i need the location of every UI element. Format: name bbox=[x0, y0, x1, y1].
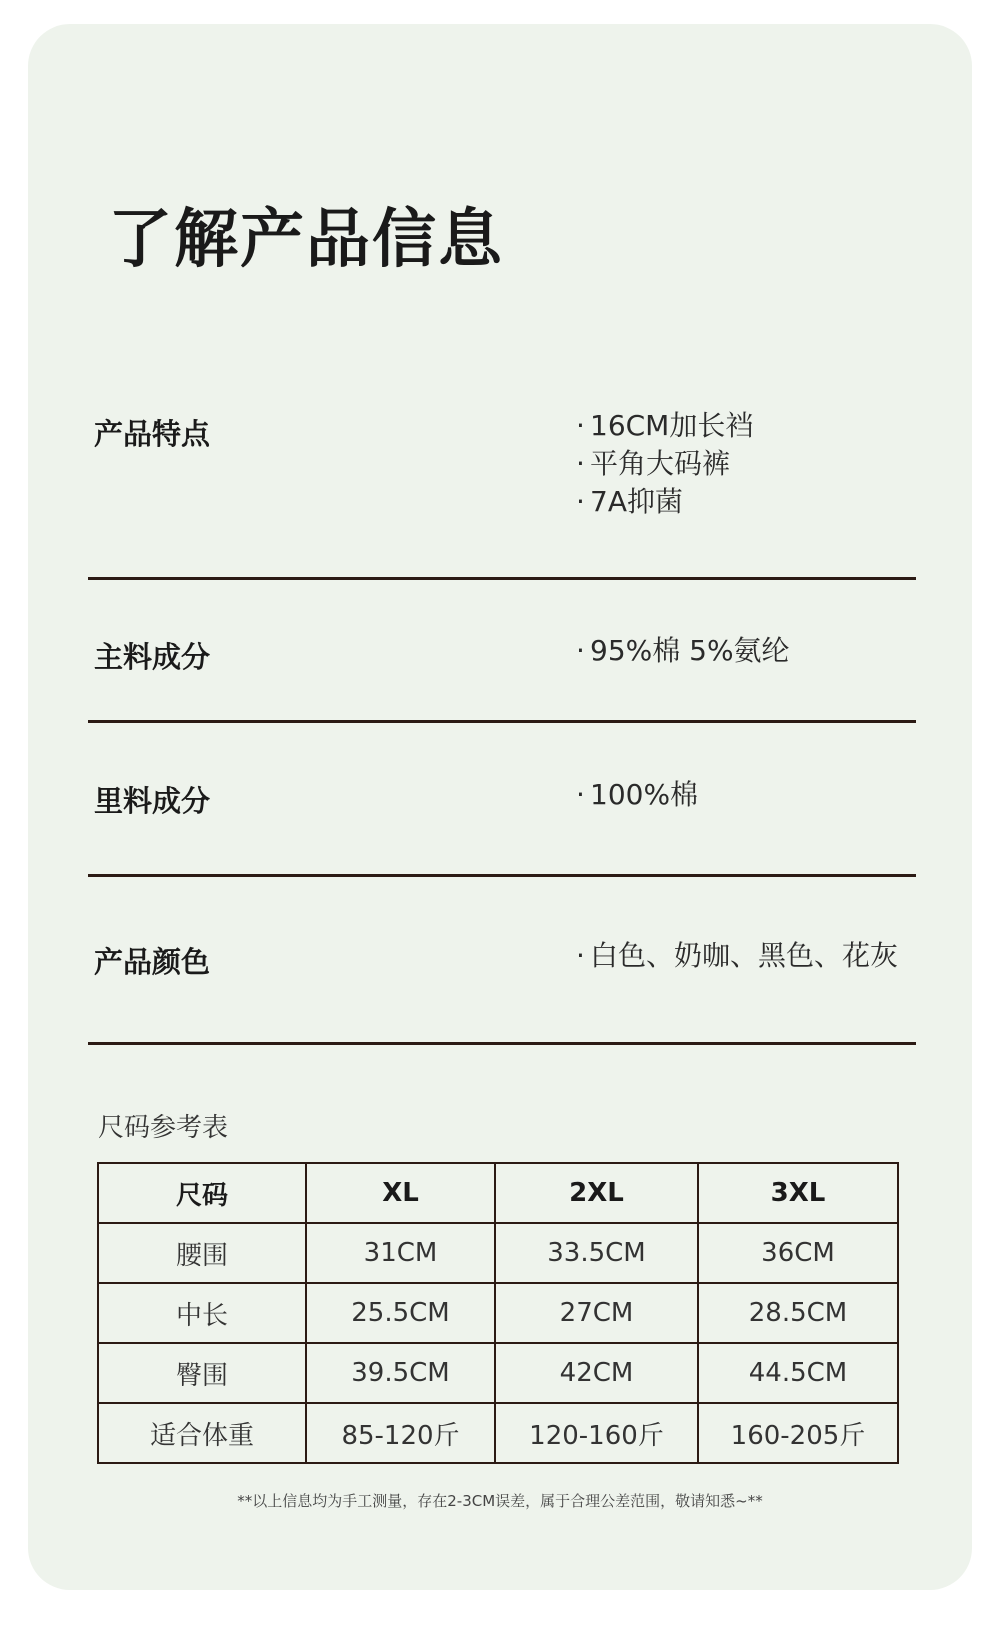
info-values bbox=[576, 776, 698, 814]
bullet-icon: · bbox=[576, 447, 585, 480]
table-cell: 120-160斤 bbox=[495, 1403, 698, 1463]
bullet-icon: · bbox=[576, 409, 585, 442]
page-title: 了解产品信息 bbox=[108, 203, 504, 277]
table-cell: 27CM bbox=[495, 1283, 698, 1343]
table-row bbox=[98, 1343, 898, 1403]
table-cell: 44.5CM bbox=[698, 1343, 898, 1403]
table-cell: 160-205斤 bbox=[698, 1403, 898, 1463]
table-cell: 42CM bbox=[495, 1343, 698, 1403]
table-cell: 28.5CM bbox=[698, 1283, 898, 1343]
value-item: · 16CM加长裆 bbox=[576, 407, 753, 445]
value-item: · 95%棉 5%氨纶 bbox=[576, 632, 790, 670]
bullet-icon: · bbox=[576, 485, 585, 518]
table-cell: 臀围 bbox=[98, 1343, 306, 1403]
divider bbox=[88, 1042, 916, 1045]
header-cell: 尺码 bbox=[98, 1163, 306, 1223]
bullet-icon: · bbox=[576, 939, 585, 972]
table-cell: 适合体重 bbox=[98, 1403, 306, 1463]
divider bbox=[88, 720, 916, 723]
info-label: 产品特点 bbox=[94, 417, 211, 451]
info-values bbox=[576, 937, 898, 975]
info-values bbox=[576, 407, 753, 521]
table-row bbox=[98, 1283, 898, 1343]
table-cell: 36CM bbox=[698, 1223, 898, 1283]
table-row bbox=[98, 1223, 898, 1283]
size-chart-caption: 尺码参考表 bbox=[98, 1113, 229, 1143]
table-cell: 腰围 bbox=[98, 1223, 306, 1283]
info-values bbox=[576, 632, 790, 670]
info-label: 产品颜色 bbox=[94, 945, 211, 979]
divider bbox=[88, 874, 916, 877]
info-label: 主料成分 bbox=[94, 640, 211, 674]
value-item: · 7A抑菌 bbox=[576, 483, 753, 521]
header-cell: 2XL bbox=[495, 1163, 698, 1223]
bullet-icon: · bbox=[576, 778, 585, 811]
value-item: · 白色、奶咖、黑色、花灰 bbox=[576, 937, 898, 975]
measurement-footnote: **以上信息均为手工测量，存在2-3CM误差，属于合理公差范围，敬请知悉~** bbox=[237, 1492, 763, 1510]
header-cell: 3XL bbox=[698, 1163, 898, 1223]
table-cell: 25.5CM bbox=[306, 1283, 495, 1343]
header-cell: XL bbox=[306, 1163, 495, 1223]
value-item: · 平角大码裤 bbox=[576, 445, 753, 483]
size-chart-table bbox=[97, 1162, 899, 1464]
table-cell: 33.5CM bbox=[495, 1223, 698, 1283]
value-item: · 100%棉 bbox=[576, 776, 698, 814]
table-header-row bbox=[98, 1163, 898, 1223]
divider bbox=[88, 577, 916, 580]
bullet-icon: · bbox=[576, 634, 585, 667]
info-label: 里料成分 bbox=[94, 784, 211, 818]
table-cell: 39.5CM bbox=[306, 1343, 495, 1403]
table-cell: 31CM bbox=[306, 1223, 495, 1283]
table-cell: 中长 bbox=[98, 1283, 306, 1343]
table-row bbox=[98, 1403, 898, 1463]
table-cell: 85-120斤 bbox=[306, 1403, 495, 1463]
